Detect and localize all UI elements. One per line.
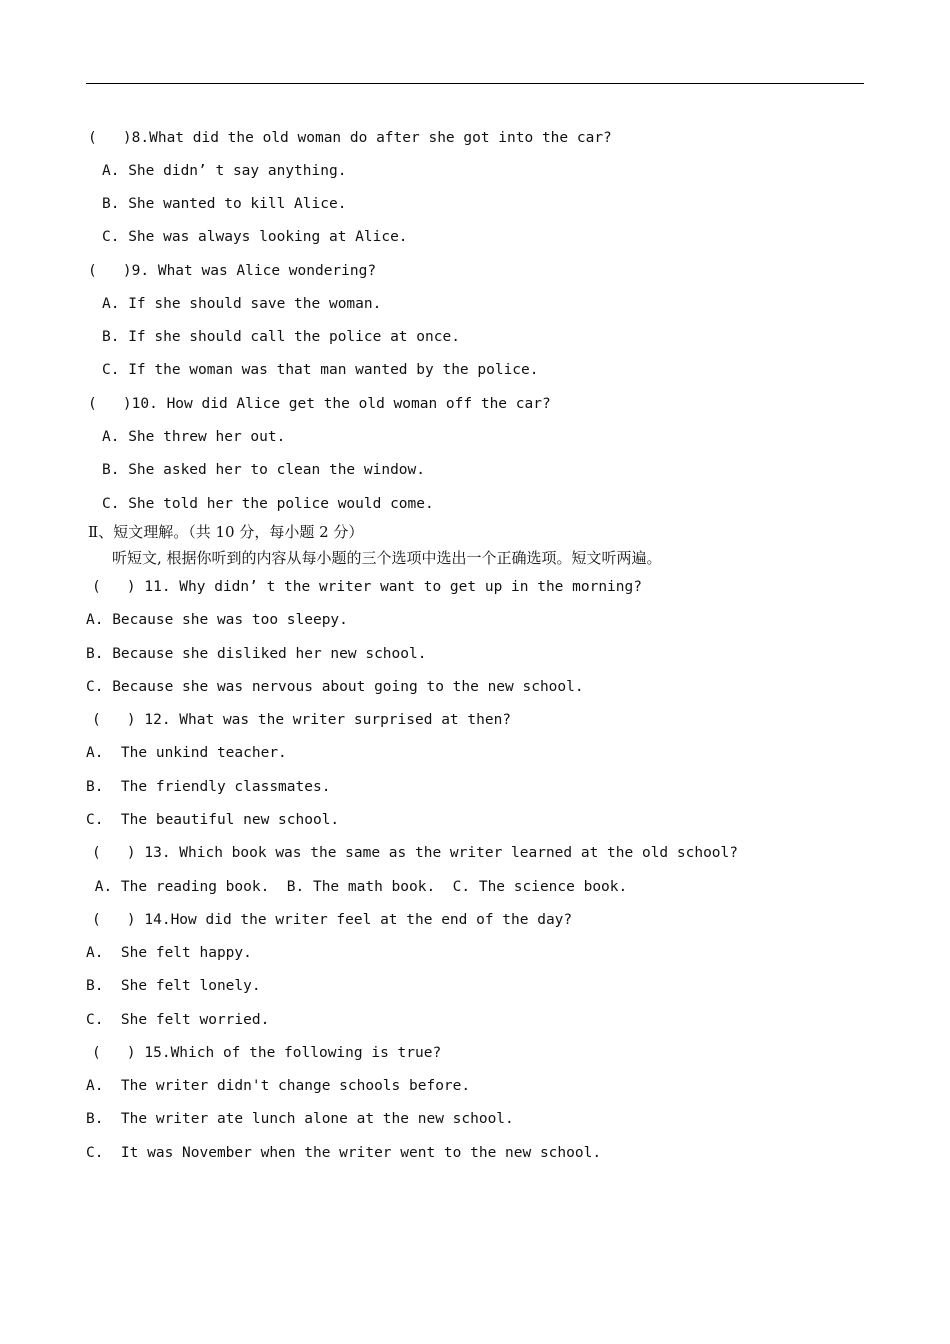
question-11-option-a: A. Because she was too sleepy. (86, 612, 348, 628)
question-14-option-b: B. She felt lonely. (86, 978, 261, 994)
question-14-option-a: A. She felt happy. (86, 945, 252, 961)
question-9-option-b: B. If she should call the police at once. (102, 329, 460, 345)
question-8-option-a: A. She didn’ t say anything. (102, 163, 347, 179)
question-15-option-b: B. The writer ate lunch alone at the new school. (86, 1111, 514, 1127)
header-rule (86, 83, 864, 84)
question-11: ( ) 11. Why didn’ t the writer want to get up in the morning? (92, 579, 642, 595)
question-11-option-c: C. Because she was nervous about going to the new school. (86, 679, 584, 695)
question-13: ( ) 13. Which book was the same as the writer learned at the old school? (92, 845, 739, 861)
question-14: ( ) 14.How did the writer feel at the end of the day? (92, 912, 573, 928)
question-9-option-a: A. If she should save the woman. (102, 296, 382, 312)
question-10-option-b: B. She asked her to clean the window. (102, 462, 426, 478)
question-10-option-c: C. She told her the police would come. (102, 496, 434, 512)
question-10-option-a: A. She threw her out. (102, 429, 286, 445)
question-8: ( )8.What did the old woman do after she got into the car? (88, 130, 612, 146)
question-15-option-c: C. It was November when the writer went to the new school. (86, 1145, 602, 1161)
question-12: ( ) 12. What was the writer surprised at then? (92, 712, 512, 728)
question-15: ( ) 15.Which of the following is true? (92, 1045, 442, 1061)
question-12-option-a: A. The unkind teacher. (86, 745, 287, 761)
question-11-option-b: B. Because she disliked her new school. (86, 646, 427, 662)
question-8-option-c: C. She was always looking at Alice. (102, 229, 408, 245)
question-9: ( )9. What was Alice wondering? (88, 263, 377, 279)
section-heading: Ⅱ、短文理解。（共 10 分，每小题 2 分） (88, 523, 364, 541)
section-instruction: 听短文, 根据你听到的内容从每小题的三个选项中选出一个正确选项。短文听两遍。 (112, 549, 662, 567)
question-14-option-c: C. She felt worried. (86, 1012, 270, 1028)
question-9-option-c: C. If the woman was that man wanted by the police. (102, 362, 539, 378)
question-12-option-c: C. The beautiful new school. (86, 812, 340, 828)
question-8-option-b: B. She wanted to kill Alice. (102, 196, 347, 212)
question-10: ( )10. How did Alice get the old woman off the car? (88, 396, 551, 412)
question-15-option-a: A. The writer didn't change schools before. (86, 1078, 471, 1094)
question-12-option-b: B. The friendly classmates. (86, 779, 331, 795)
question-13-options: A. The reading book. B. The math book. C. The science book. (86, 879, 628, 895)
